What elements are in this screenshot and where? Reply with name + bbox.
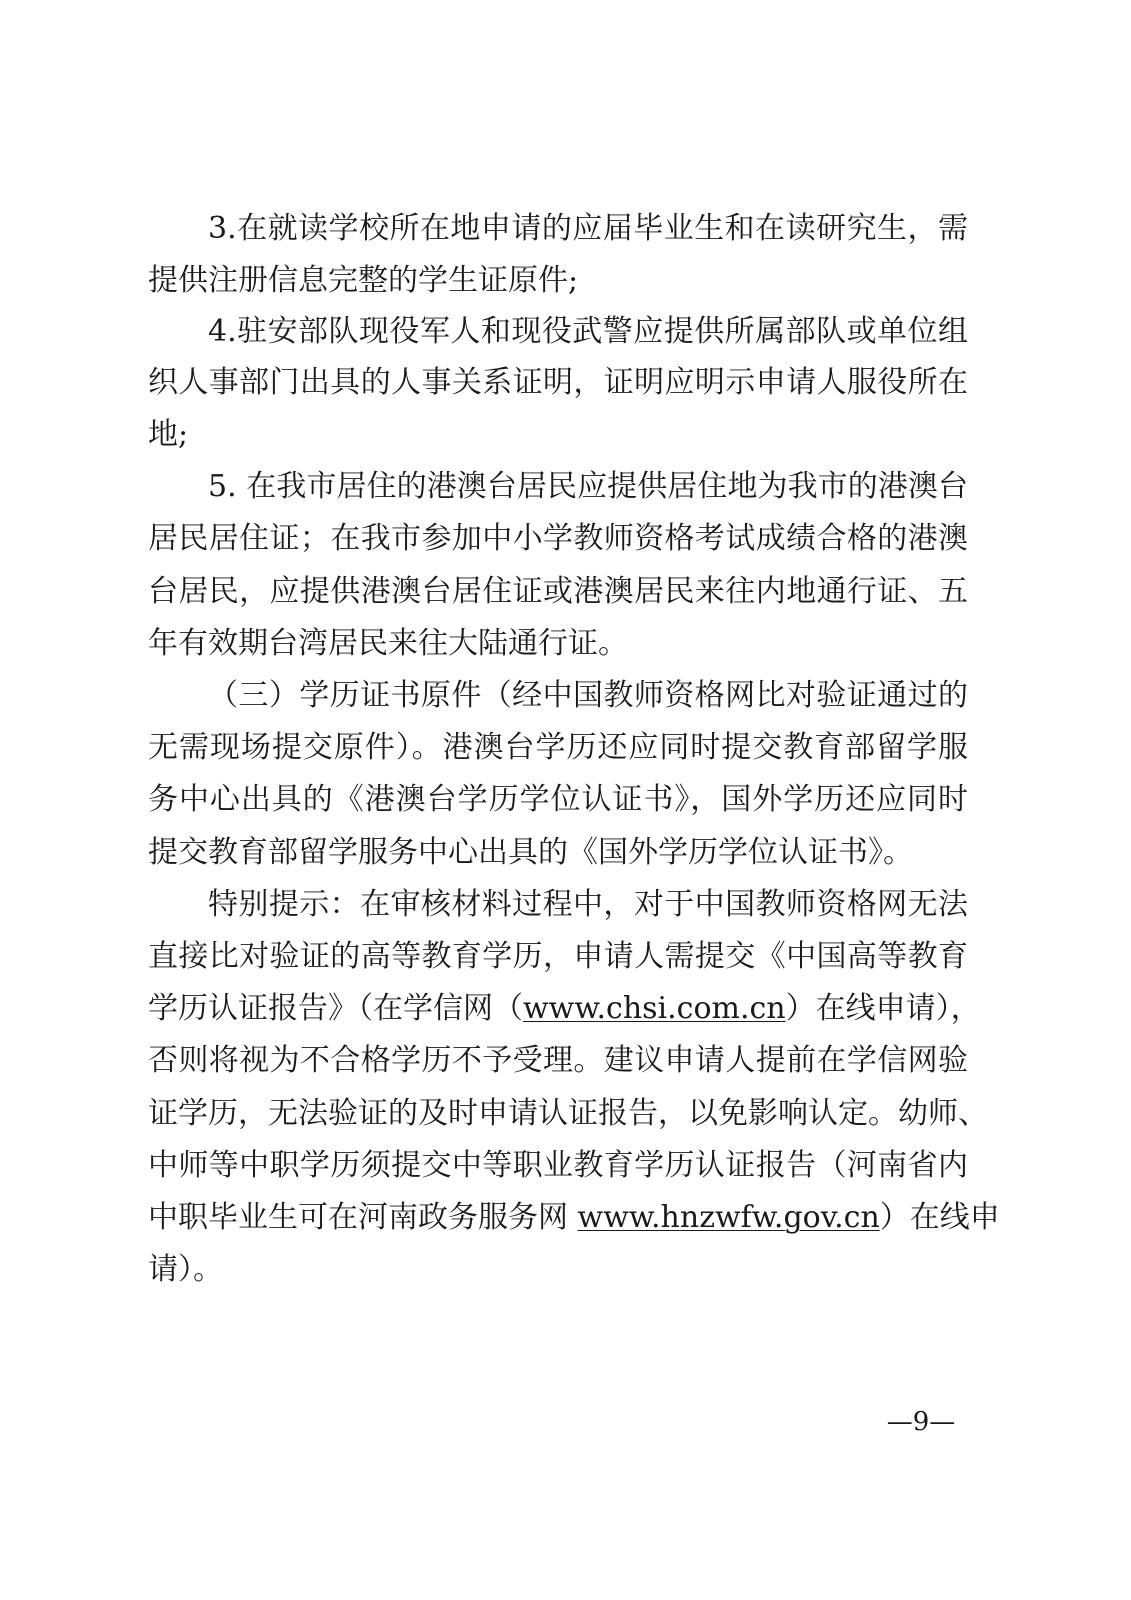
chsi-link[interactable]: www.chsi.com.cn (523, 991, 786, 1026)
page-number: —9— (886, 1407, 956, 1437)
paragraph-4-line-4: 提交教育部留学服务中心出具的《国外学历学位认证书》。 (148, 835, 913, 870)
paragraph-4-line-2: 无需现场提交原件）。港澳台学历还应同时提交教育部留学服 (148, 730, 968, 765)
paragraph-3-line-4: 年有效期台湾居民来往大陆通行证。 (148, 626, 628, 661)
paragraph-5-line-3 (148, 991, 981, 1026)
hnzwfw-link[interactable]: www.hnzwfw.gov.cn (577, 1200, 880, 1235)
paragraph-5-line-4: 否则将视为不合格学历不予受理。建议申请人提前在学信网验 (148, 1043, 968, 1078)
paragraph-3-line-1: 5. 在我市居住的港澳台居民应提供居住地为我市的港澳台 (208, 469, 968, 504)
paragraph-5-line-2: 直接比对验证的高等教育学历，申请人需提交《中国高等教育 (148, 939, 968, 974)
paragraph-3-line-3: 台居民，应提供港澳台居住证或港澳居民来往内地通行证、五 (148, 574, 968, 609)
paragraph-5-line-5: 证学历，无法验证的及时申请认证报告，以免影响认定。幼师、 (148, 1096, 988, 1131)
paragraph-2-line-2: 织人事部门出具的人事关系证明，证明应明示申请人服役所在 (148, 365, 968, 400)
paragraph-5-line-3-text-a: 学历认证报告》（在学信网（ (148, 991, 523, 1026)
paragraph-2-line-3: 地; (148, 417, 189, 452)
paragraph-1-line-2: 提供注册信息完整的学生证原件; (148, 263, 579, 298)
paragraph-4-line-3: 务中心出具的《港澳台学历学位认证书》，国外学历还应同时 (148, 782, 968, 817)
paragraph-3-line-2: 居民居住证；在我市参加中小学教师资格考试成绩合格的港澳 (148, 521, 968, 556)
paragraph-5-line-7 (148, 1200, 1000, 1235)
paragraph-5-line-8: 请）。 (148, 1252, 223, 1287)
paragraph-5-line-1: 特别提示：在审核材料过程中，对于中国教师资格网无法 (208, 887, 968, 922)
paragraph-2-line-1: 4.驻安部队现役军人和现役武警应提供所属部队或单位组 (208, 314, 968, 349)
paragraph-5-line-7-text-a: 中职毕业生可在河南政务服务网 (148, 1200, 578, 1235)
paragraph-1-line-1: 3.在就读学校所在地申请的应届毕业生和在读研究生，需 (208, 211, 968, 246)
paragraph-5-line-3-text-b: ）在线申请）， (785, 991, 981, 1026)
paragraph-5-line-7-text-b: ）在线申 (879, 1200, 1000, 1235)
paragraph-5-line-6: 中师等中职学历须提交中等职业教育学历认证报告（河南省内 (148, 1148, 968, 1183)
paragraph-4-line-1: （三）学历证书原件（经中国教师资格网比对验证通过的 (208, 678, 968, 713)
